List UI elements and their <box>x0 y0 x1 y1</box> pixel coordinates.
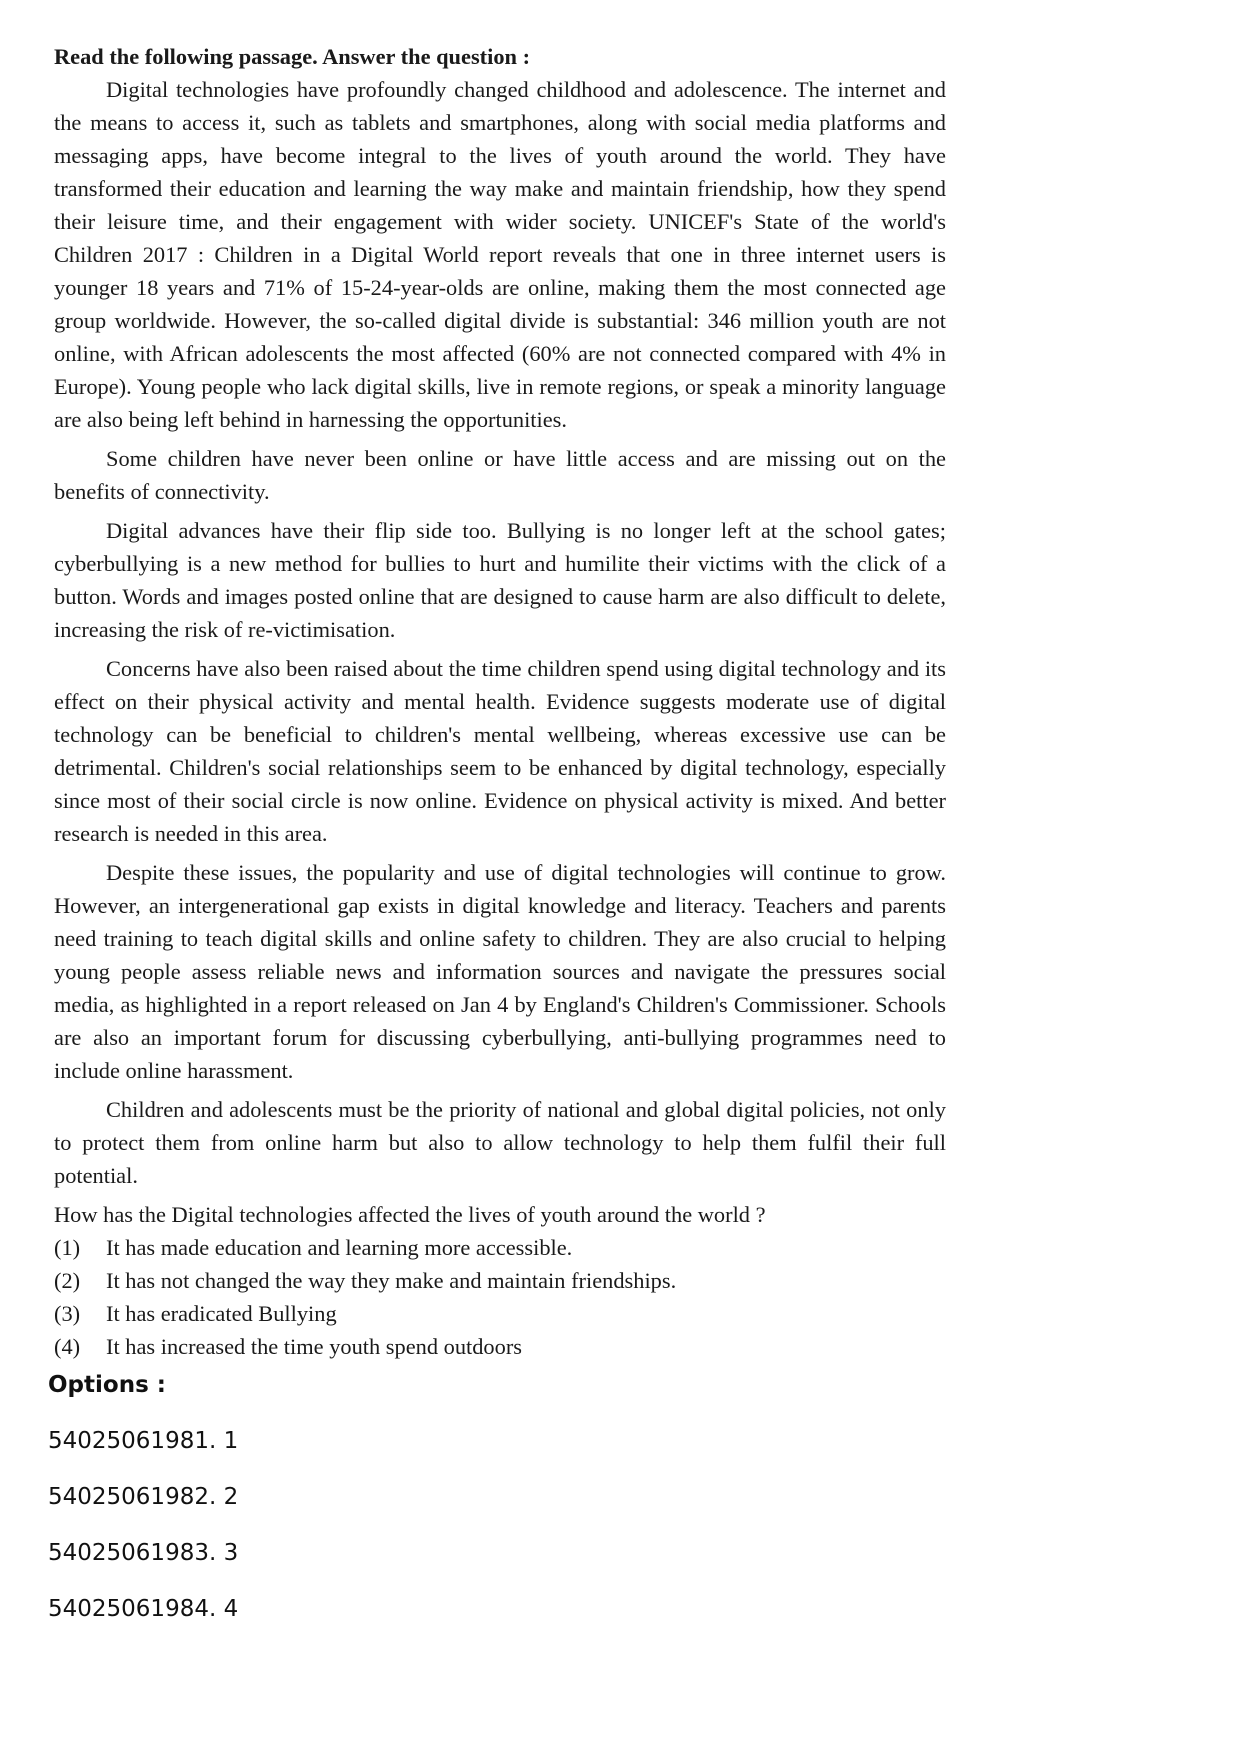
options-block <box>48 1371 648 1651</box>
option-2[interactable]: 54025061982. 2 <box>48 1484 239 1510</box>
passage-block <box>54 40 946 1363</box>
option-3[interactable]: 54025061983. 3 <box>48 1540 239 1566</box>
question-text: How has the Digital technologies affected the lives of youth around the world ? <box>54 1202 766 1227</box>
choice-4-number: (4) <box>54 1334 81 1359</box>
choice-1-text: It has made education and learning more accessible. <box>106 1235 573 1260</box>
choice-3-text: It has eradicated Bullying <box>106 1301 337 1326</box>
passage-paragraph-2: Some children have never been online or have little access and are missing out on the benefits of connectivity. <box>54 446 946 504</box>
choice-4 <box>54 1330 946 1363</box>
passage-paragraph-3: Digital advances have their flip side too. Bullying is no longer left at the school gates; cyberbullying is a new method for bullies to hurt and humilite their victims with the click of a button. Words and images posted online that are designed to cause harm are also difficult to delete, increasing the risk of re-victimisation. <box>54 518 946 642</box>
passage-paragraph-1: Digital technologies have profoundly changed childhood and adolescence. The internet and the means to access it, such as tablets and smartphones, along with social media platforms and messaging apps, have become integral to the lives of youth around the world. They have transformed their education and learning the way make and maintain friendship, how they spend their leisure time, and their engagement with wider society. UNICEF's State of the world's Children 2017 : Children in a Digital World report reveals that one in three internet users is younger 18 years and 71% of 15-24-year-olds are online, making them the most connected age group worldwide. However, the so-called digital divide is substantial: 346 million youth are not online, with African adolescents the most affected (60% are not connected compared with 4% in Europe). Young people who lack digital skills, live in remote regions, or speak a minority language are also being left behind in harnessing the opportunities. <box>54 77 946 432</box>
choice-2 <box>54 1264 946 1297</box>
choice-1-number: (1) <box>54 1235 81 1260</box>
passage-paragraph-6: Children and adolescents must be the priority of national and global digital policies, not only to protect them from online harm but also to allow technology to help them fulfil their full potential. <box>54 1097 946 1188</box>
passage-heading: Read the following passage. Answer the question : <box>54 44 531 69</box>
passage-paragraph-4: Concerns have also been raised about the time children spend using digital technology and its effect on their physical activity and mental health. Evidence suggests moderate use of digital technology can be beneficial to children's mental wellbeing, whereas excessive use can be detrimental. Children's social relationships seem to be enhanced by digital technology, especially since most of their social circle is now online. Evidence on physical activity is mixed. And better research is needed in this area. <box>54 656 946 846</box>
choice-2-text: It has not changed the way they make and maintain friendships. <box>106 1268 677 1293</box>
passage-paragraph-5: Despite these issues, the popularity and use of digital technologies will continue to grow. However, an intergenerational gap exists in digital knowledge and literacy. Teachers and parents need training to teach digital skills and online safety to children. They are also crucial to helping young people assess reliable news and information sources and navigate the pressures social media, as highlighted in a report released on Jan 4 by England's Children's Commissioner. Schools are also an important forum for discussing cyberbullying, anti-bullying programmes need to include online harassment. <box>54 860 946 1083</box>
option-1[interactable]: 54025061981. 1 <box>48 1428 239 1454</box>
choice-3 <box>54 1297 946 1330</box>
choice-2-number: (2) <box>54 1268 81 1293</box>
options-title: Options : <box>48 1372 166 1398</box>
choice-3-number: (3) <box>54 1301 81 1326</box>
choice-4-text: It has increased the time youth spend outdoors <box>106 1334 522 1359</box>
option-4[interactable]: 54025061984. 4 <box>48 1596 239 1622</box>
choice-1 <box>54 1231 946 1264</box>
